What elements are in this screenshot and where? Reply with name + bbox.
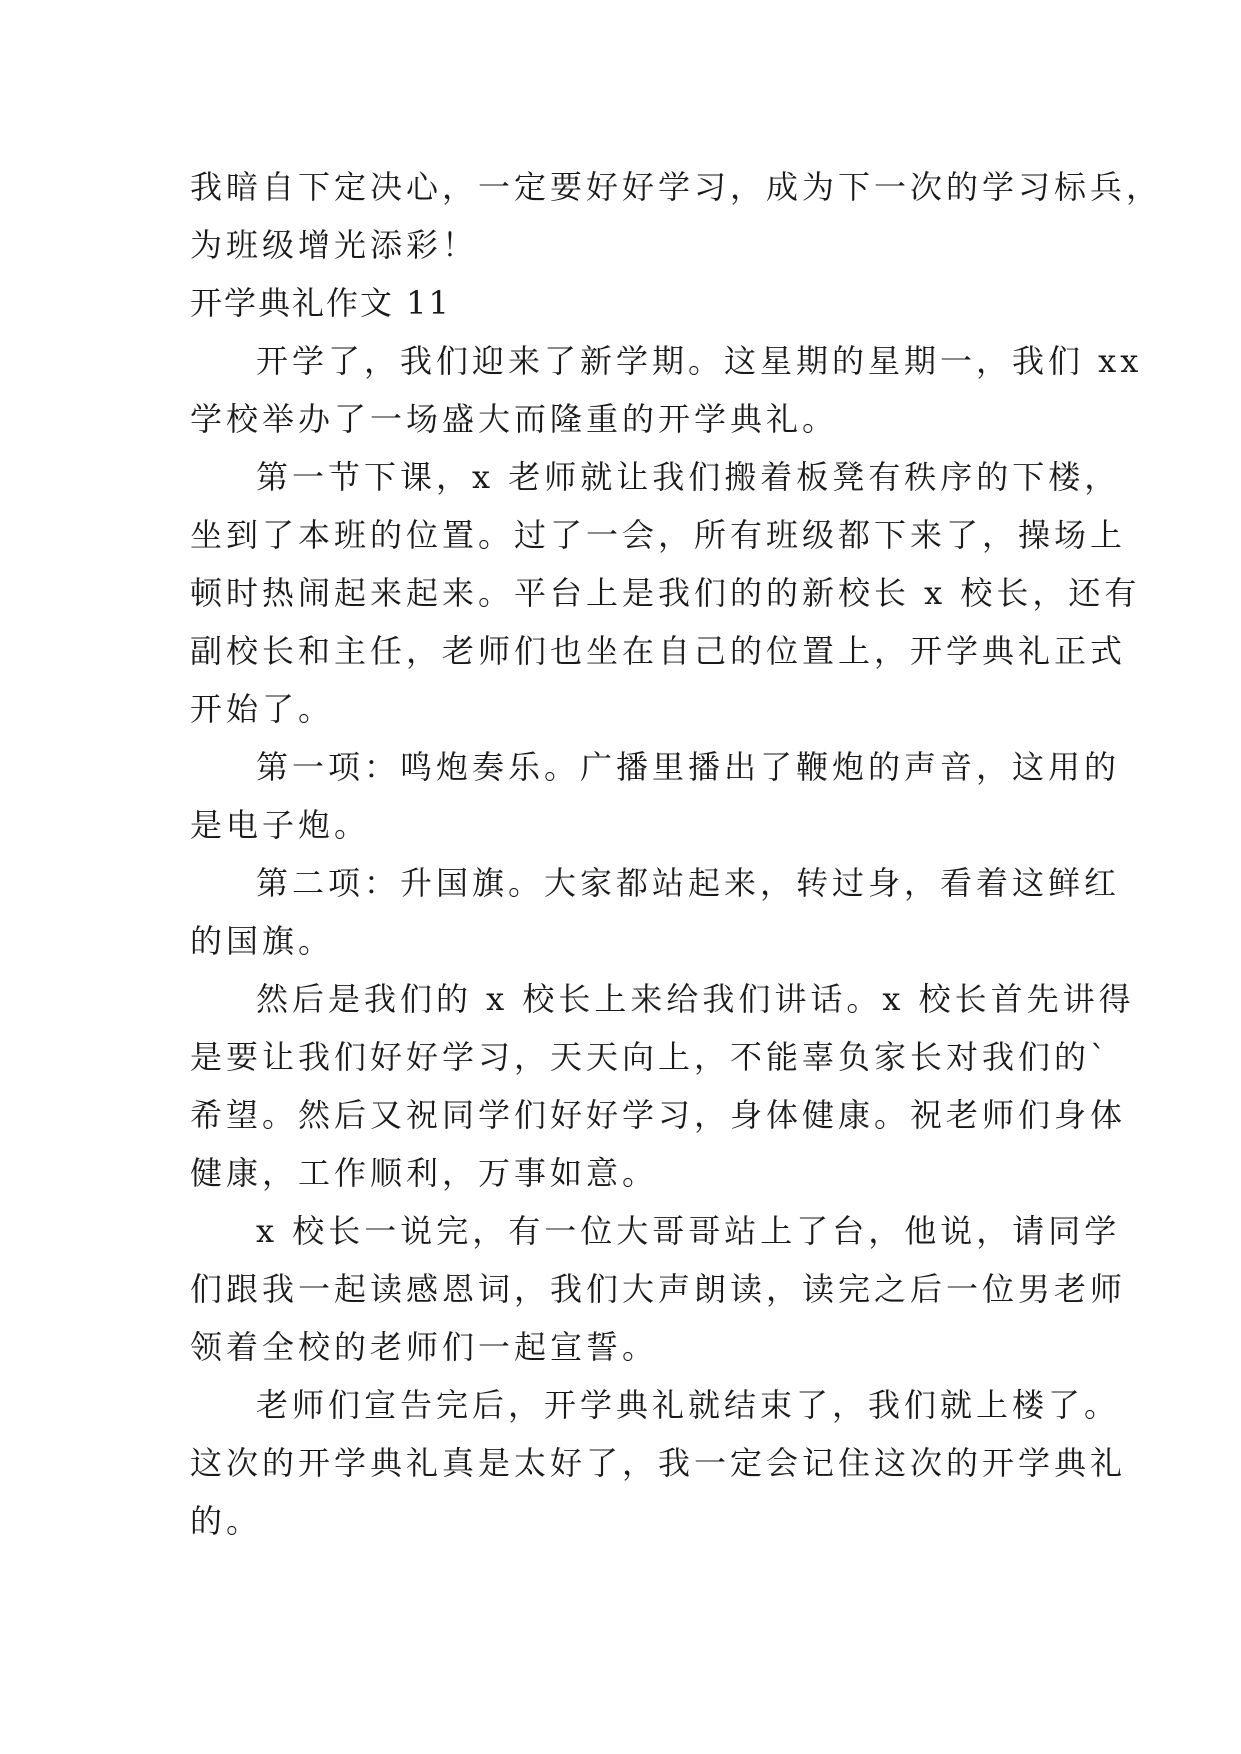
text-line: 坐到了本班的位置。过了一会，所有班级都下来了，操场上 — [190, 516, 1127, 554]
text-line: 为班级增光添彩！ — [190, 226, 479, 264]
paragraph-first-line: 第二项：升国旗。大家都站起来，转过身，看着这鲜红 — [256, 864, 1121, 902]
text-line: 的国旗。 — [190, 922, 335, 960]
text-line: 副校长和主任，老师们也坐在自己的位置上，开学典礼正式 — [190, 632, 1127, 670]
document-body — [190, 158, 1163, 1550]
text-line: 的。 — [190, 1502, 263, 1540]
text-line: 开始了。 — [190, 690, 335, 728]
paragraph-first-line: 第一项：鸣炮奏乐。广播里播出了鞭炮的声音，这用的 — [256, 748, 1121, 786]
section-heading: 开学典礼作文 11 — [190, 284, 451, 322]
text-line: 是要让我们好好学习，天天向上，不能辜负家长对我们的` — [190, 1038, 1111, 1076]
text-line: 们跟我一起读感恩词，我们大声朗读，读完之后一位男老师 — [190, 1270, 1127, 1308]
text-line: 希望。然后又祝同学们好好学习，身体健康。祝老师们身体 — [190, 1096, 1127, 1134]
paragraph-first-line: 第一节下课，x 老师就让我们搬着板凳有秩序的下楼， — [256, 458, 1121, 496]
text-line: 学校举办了一场盛大而隆重的开学典礼。 — [190, 400, 839, 438]
paragraph-first-line: 开学了，我们迎来了新学期。这星期的星期一，我们 xx — [256, 342, 1143, 380]
text-line: 我暗自下定决心，一定要好好学习，成为下一次的学习标兵， — [190, 168, 1163, 206]
text-line: 是电子炮。 — [190, 806, 371, 844]
text-line: 顿时热闹起来起来。平台上是我们的的新校长 x 校长，还有 — [190, 574, 1141, 612]
text-line: 这次的开学典礼真是太好了，我一定会记住这次的开学典礼 — [190, 1444, 1127, 1482]
paragraph-first-line: 老师们宣告完后，开学典礼就结束了，我们就上楼了。 — [256, 1386, 1121, 1424]
text-line: 领着全校的老师们一起宣誓。 — [190, 1328, 659, 1366]
paragraph-first-line: 然后是我们的 x 校长上来给我们讲话。x 校长首先讲得 — [256, 980, 1135, 1018]
text-line: 健康，工作顺利，万事如意。 — [190, 1154, 659, 1192]
paragraph-first-line: x 校长一说完，有一位大哥哥站上了台，他说，请同学 — [256, 1212, 1121, 1250]
